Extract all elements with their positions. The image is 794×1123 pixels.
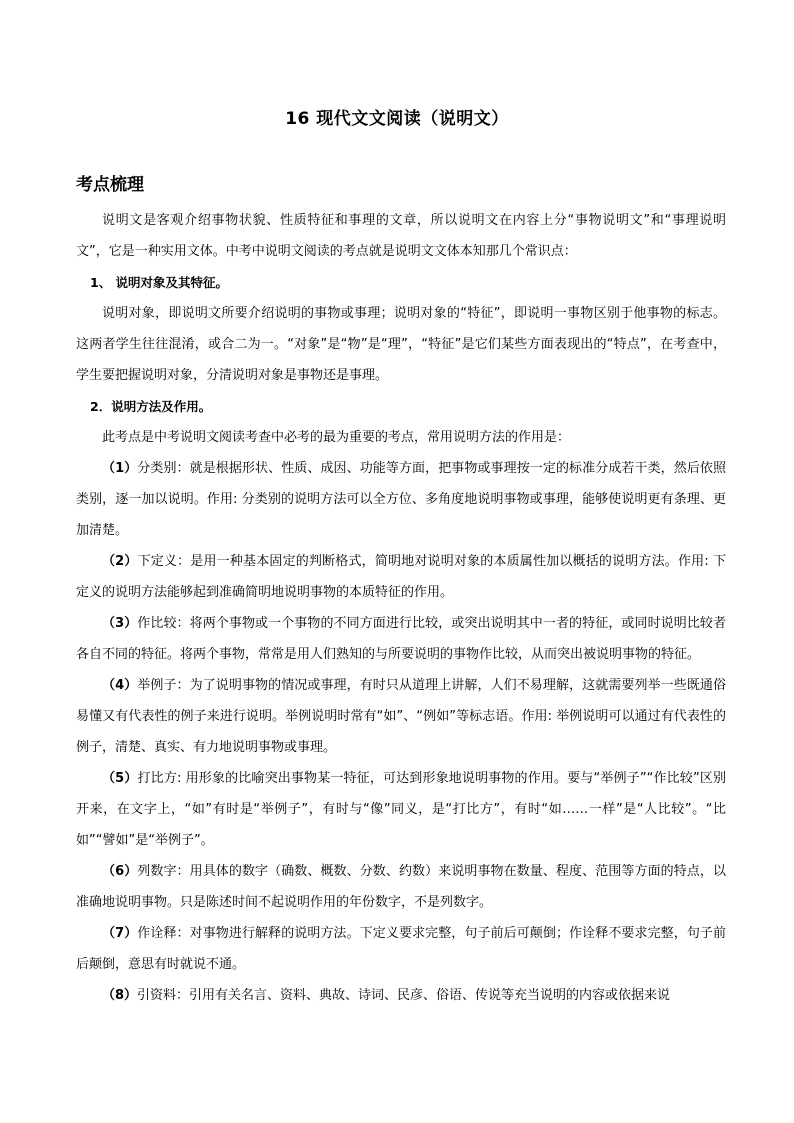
- method-item-3: [76, 608, 726, 670]
- method-item-8: [76, 980, 726, 1011]
- method-text: 作比较：将两个事物或一个事物的不同方面进行比较，或突出说明其中一者的特征，或同时说明比较者各自不同的特征。将两个事物，常常是用人们熟知的与所要说明的事物作比较，从而突出被说明事物的特征。: [76, 616, 726, 662]
- method-text: 举例子：为了说明事物的情况或事理，有时只从道理上讲解，人们不易理解，这就需要列举一些既通俗易懂又有代表性的例子来进行说明。举例说明时常有“如”、“例如”等标志语。作用: 举例说明可以通过有代表性的例子，清楚、真实、有力地说明事物或事理。: [76, 678, 726, 755]
- method-item-7: [76, 918, 726, 980]
- method-number: （2）: [102, 554, 138, 569]
- method-item-5: [76, 763, 726, 856]
- method-item-1: [76, 453, 726, 546]
- paragraph-1: 说明对象，即说明文所要介绍说明的事物或事理；说明对象的“特征”，即说明一事物区别于他事物的标志。这两者学生往往混淆，或合二为一。“对象”是“物”是“理”，“特征”是它们某些方面表现出的“特点”，在考查中，学生要把握说明对象，分清说明对象是事物还是事理。: [76, 306, 726, 383]
- method-number: （3）: [102, 616, 138, 631]
- method-number: （5）: [102, 771, 138, 786]
- paragraph-2: 此考点是中考说明文阅读考查中必考的最为重要的考点，常用说明方法的作用是：: [102, 430, 571, 445]
- document-title: 16 现代文文阅读（说明文）: [285, 109, 509, 129]
- method-item-6: [76, 856, 726, 918]
- document-body: [76, 205, 726, 1011]
- method-text: 下定义：是用一种基本固定的判断格式，简明地对说明对象的本质属性加以概括的说明方法。作用: 下定义的说明方法能够起到准确简明地说明事物的本质特征的作用。: [76, 554, 727, 600]
- method-text: 引资料：引用有关名言、资料、典故、诗词、民彦、俗语、传说等充当说明的内容或依据来说: [137, 988, 671, 1003]
- method-text: 列数字：用具体的数字（确数、概数、分数、约数）来说明事物在数量、程度、范围等方面的特点，以准确地说明事物。只是陈述时间不起说明作用的年份数字，不是列数字。: [76, 864, 726, 910]
- method-text: 分类别：就是根据形状、性质、成因、功能等方面，把事物或事理按一定的标准分成若干类，然后依照类别，逐一加以说明。作用: 分类别的说明方法可以全方位、多角度地说明事物或事理，能够使说明更有条理、更加清楚。: [76, 461, 726, 538]
- method-text: 作诠释：对事物进行解释的说明方法。下定义要求完整，句子前后可颠倒；作诠释不要求完整，句子前后颠倒，意思有时就说不通。: [76, 926, 726, 972]
- intro-paragraph: 说明文是客观介绍事物状貌、性质特征和事理的文章，所以说明文在内容上分“事物说明文”和“事理说明文”，它是一种实用文体。中考中说明文阅读的考点就是说明文文体本知那几个常识点：: [76, 213, 726, 259]
- method-number: （6）: [102, 864, 138, 879]
- subheading-2: 2．说明方法及作用。: [90, 399, 212, 414]
- method-number: （1）: [102, 461, 138, 476]
- method-item-2: [76, 546, 726, 608]
- method-number: （4）: [102, 678, 138, 693]
- method-text: 打比方: 用形象的比喻突出事物某一特征，可达到形象地说明事物的作用。要与“举例子”“作比较”区别开来，在文字上，“如”有时是“举例子”，有时与“像”同义，是“打比方”，有时“如……一样”是“人比较”。“比如”“譬如”是“举例子”。: [76, 771, 726, 848]
- section-heading: 考点梳理: [76, 175, 144, 195]
- subheading-1: 1、 说明对象及其特征。: [90, 275, 229, 290]
- method-number: （7）: [102, 926, 138, 941]
- method-number: （8）: [102, 988, 138, 1003]
- method-item-4: [76, 670, 726, 763]
